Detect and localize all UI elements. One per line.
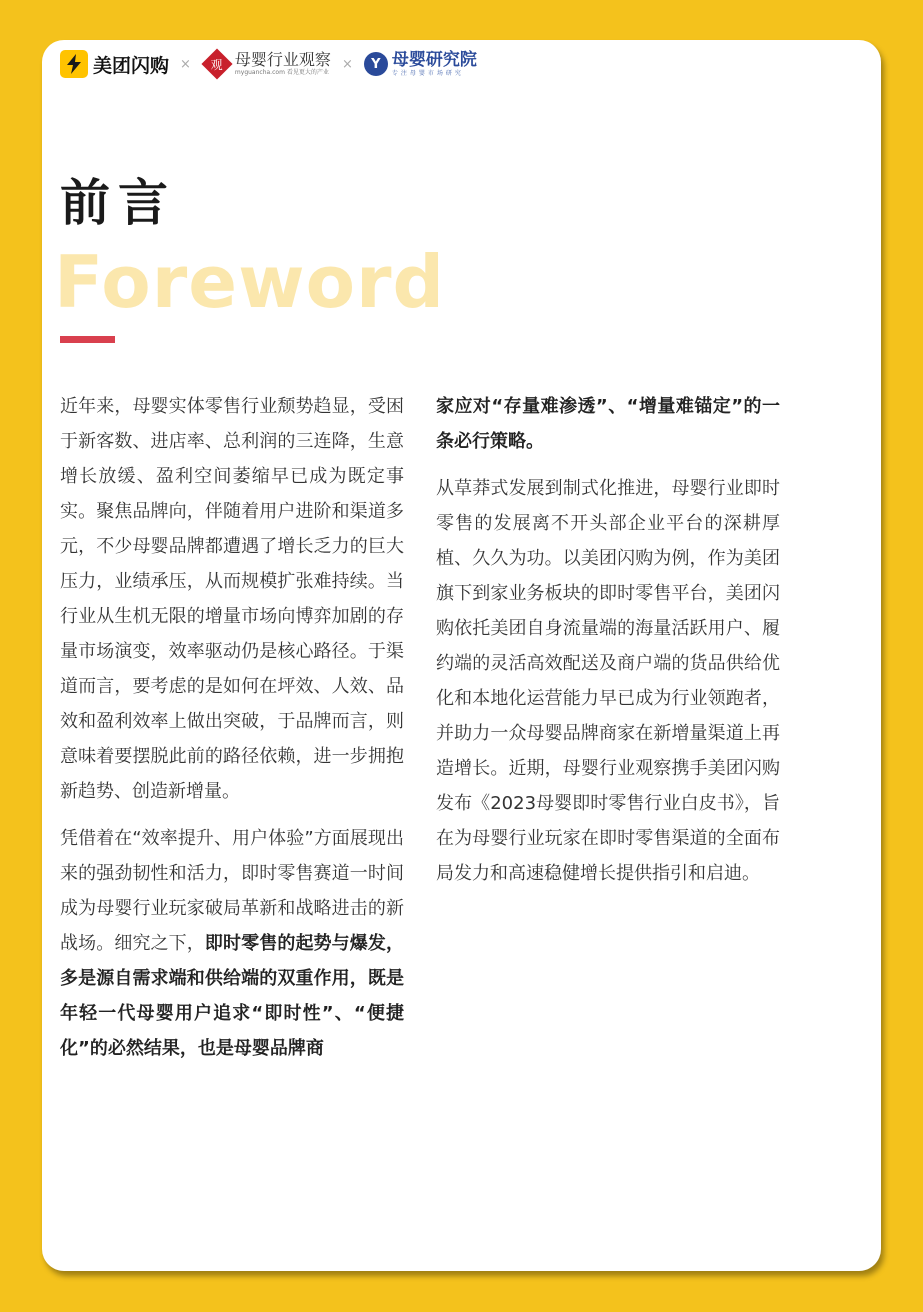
paragraph-2-emphasis-continued: 家应对“存量难渗透”、“增量难锚定”的一条必行策略。 — [436, 396, 780, 452]
paragraph-1: 近年来，母婴实体零售行业颓势趋显，受困于新客数、进店率、总利润的三连降，生意增长放缓、盈利空间萎缩早已成为既定事实。聚焦品牌向，伴随着用户进阶和渠道多元，不少母婴品牌都遭遇了增长乏力的巨大压力，业绩承压，从而规模扩张难持续。当行业从生机无限的增量市场向博弈加剧的存量市场演变，效率驱动仍是核心路径。于渠道而言，要考虑的是如何在坪效、人效、品效和盈利效率上做出突破，于品牌而言，则意味着要摆脱此前的路径依赖，进一步拥抱新趋势、创造新增量。 — [60, 396, 404, 802]
paragraph-3: 从草莽式发展到制式化推进，母婴行业即时零售的发展离不开头部企业平台的深耕厚植、久久为功。以美团闪购为例，作为美团旗下到家业务板块的即时零售平台，美团闪购依托美团自身流量端的海量活跃用户、履约端的灵活高效配送及商户端的货品供给优化和本地化运营能力早已成为行业领跑者，并助力一众母婴品牌商家在新增量渠道上再造增长。近期，母婴行业观察携手美团闪购发布《2023母婴即时零售行业白皮书》，旨在为母婴行业玩家在即时零售渠道的全面布局发力和高速稳健增长提供指引和启迪。 — [436, 478, 780, 884]
separator-2: × — [341, 56, 353, 72]
right-column — [436, 389, 780, 903]
page-title: 前言 — [60, 174, 176, 232]
research-logo-subtext: 专注母婴市场研究 — [391, 69, 464, 77]
meituan-logo — [60, 50, 169, 78]
partner-logos — [60, 48, 477, 80]
meituan-logo-text: 美团闪购 — [93, 54, 170, 77]
observe-mark-icon: 观 — [201, 48, 232, 79]
paragraph-2-emphasis: 即时零售的起势与爆发，多是源自需求端和供给端的双重作用，既是年轻一代母婴用户追求“即时性”、“便捷化”的必然结果，也是母婴品牌商 — [60, 933, 405, 1059]
lightning-icon — [60, 50, 88, 78]
separator-1: × — [180, 56, 191, 72]
research-mark-icon: Y — [364, 52, 388, 76]
left-column — [60, 389, 404, 1078]
research-institute-logo — [364, 49, 477, 77]
myguancha-logo-subtext: myguancha.com 看见更大的产业 — [234, 69, 329, 76]
research-logo-text: 母婴研究院 — [391, 49, 477, 70]
paragraph-2 — [60, 821, 404, 1066]
paragraph-2-text: 凭借着在“效率提升、用户体验”方面展现出来的强劲韧性和活力，即时零售赛道一时间成为母婴行业玩家破局革新和战略进击的新战场。细究之下， — [60, 828, 404, 954]
myguancha-logo-text: 母婴行业观察 — [234, 50, 331, 69]
title-accent-bar — [60, 336, 115, 343]
myguancha-logo — [202, 52, 331, 76]
page-title-english: Foreword — [54, 240, 446, 324]
